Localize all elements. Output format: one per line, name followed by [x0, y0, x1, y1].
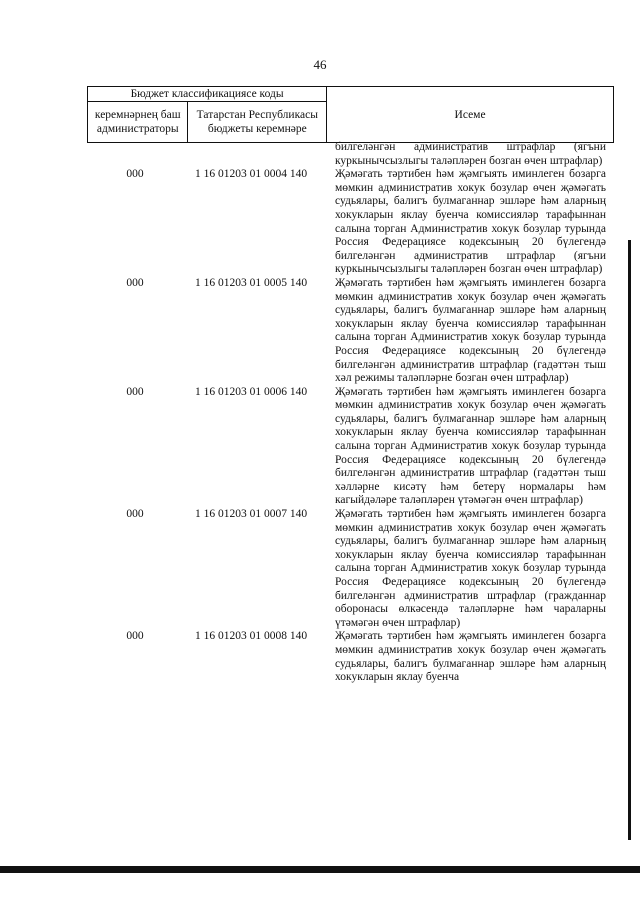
header-col-name: Исеме — [327, 87, 614, 143]
table-row — [87, 168, 617, 277]
table-body — [87, 141, 617, 685]
admin-code-cell: 000 — [126, 276, 144, 289]
budget-code-cell — [183, 141, 319, 168]
table-row — [87, 630, 617, 684]
table-row — [87, 277, 617, 386]
classification-table-header — [87, 86, 614, 143]
page-number: 46 — [313, 57, 327, 72]
row-name-text: Җәмәгать тәртибен һәм җәмгыять иминлеген бозарга мөмкин административ хокук бозулар өчен җәмәгать судьялары, балигъ булмаганнар эшләре һәм аларның хокукларын яклау буенча комиссияләр тарафыннан салына торган Административ хокук бозулар турында Россия Федерациясе кодексының 20 бүлегендә билгеләнгән административ штрафлар (гадәттән тыш хәл режимы таләпләрне бозган өчен штрафлар) — [335, 276, 606, 385]
table-row — [87, 386, 617, 508]
admin-code-cell: 000 — [126, 630, 144, 643]
budget-code-cell: 1 16 01203 01 0007 140 — [194, 508, 308, 521]
row-name-text: билгеләнгән административ штрафлар (ягъни куркынычсызлыгы таләпләрен бозган өчен штрафлар) — [335, 141, 606, 167]
row-name-text: Җәмәгать тәртибен һәм җәмгыять иминлеген бозарга мөмкин административ хокук бозулар өчен җәмәгать судьялары, балигъ булмаганнар эшләре һәм аларның хокукларын яклау буенча — [335, 630, 606, 684]
budget-code-cell: 1 16 01203 01 0006 140 — [194, 385, 308, 398]
header-col-admin: керемнәрнең баш администраторы — [88, 102, 188, 143]
admin-code-cell: 000 — [126, 508, 144, 521]
budget-code-cell: 1 16 01203 01 0004 140 — [194, 168, 308, 181]
header-col-budget: Татарстан Республикасы бюджеты керемнәре — [188, 102, 327, 143]
scan-edge-bottom — [0, 866, 640, 873]
table-row — [87, 141, 617, 168]
budget-code-cell: 1 16 01203 01 0005 140 — [194, 276, 308, 289]
budget-code-cell: 1 16 01203 01 0008 140 — [194, 630, 308, 643]
row-name-text: Җәмәгать тәртибен һәм җәмгыять иминлеген бозарга мөмкин административ хокук бозулар өчен җәмәгать судьялары, балигъ булмаганнар эшләре һәм аларның хокукларын яклау буенча комиссияләр тарафыннан салына торган Административ хокук бозулар турында Россия Федерациясе кодексының 20 бүлегендә билгеләнгән административ штрафлар (гадәттән тыш хәлләрне кисәтү һәм бетерү нормалары һәм кагыйдәләре таләпләрен үтәмәгән өчен штрафлар) — [335, 385, 606, 507]
admin-code-cell: 000 — [126, 168, 144, 181]
admin-code-cell: 000 — [126, 385, 144, 398]
row-name-text: Җәмәгать тәртибен һәм җәмгыять иминлеген бозарга мөмкин административ хокук бозулар өчен җәмәгать судьялары, балигъ булмаганнар эшләре һәм аларның хокукларын яклау буенча комиссияләр тарафыннан салына торган Административ хокук бозулар турында Россия Федерациясе кодексының 20 бүлегендә билгеләнгән административ штрафлар (гражданнар оборонасы өлкәсендә таләпләрне һәм чараларны үтәмәгән өчен штрафлар) — [335, 508, 606, 629]
scan-edge-right — [628, 240, 631, 840]
table-row — [87, 508, 617, 630]
row-name-text: Җәмәгать тәртибен һәм җәмгыять иминлеген бозарга мөмкин административ хокук бозулар өчен җәмәгать судьялары, балигъ булмаганнар эшләре һәм аларның хокукларын яклау буенча комиссияләр тарафыннан салына торган Административ хокук бозулар турында Россия Федерациясе кодексының 20 бүлегендә билгеләнгән административ штрафлар (ягъни куркынычсызлыгы таләпләрен бозган өчен штрафлар) — [335, 168, 606, 276]
admin-code-cell — [87, 141, 183, 168]
header-group-title: Бюджет классификациясе коды — [88, 87, 327, 102]
